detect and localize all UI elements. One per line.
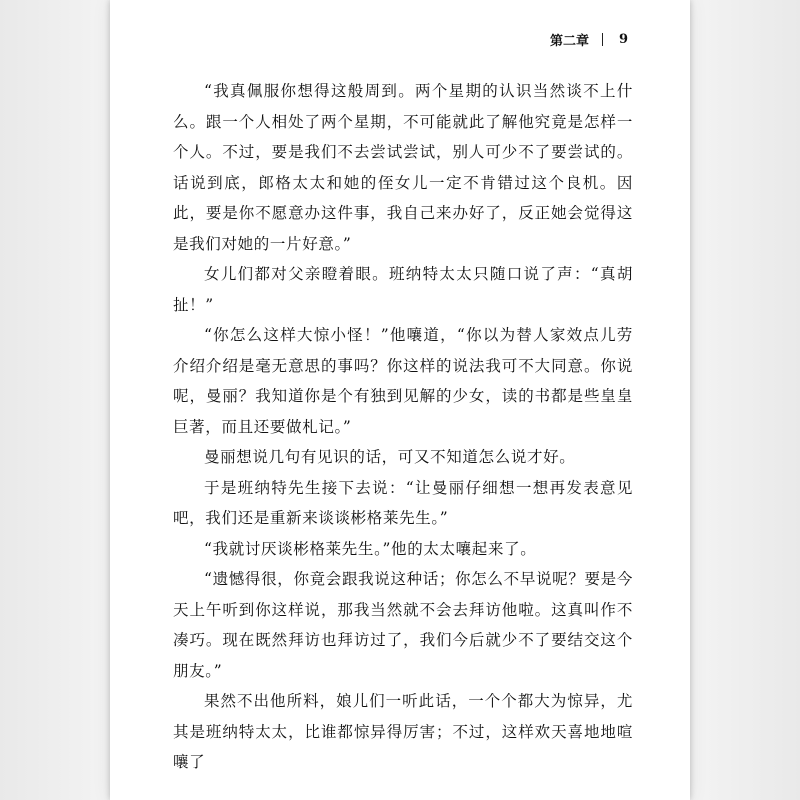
book-page bbox=[110, 0, 690, 800]
paragraph: 果然不出他所料，娘儿们一听此话，一个个都大为惊异，尤其是班纳特太太，比谁都惊异得厉害；不过，这样欢天喜地地喧嚷了 bbox=[173, 692, 633, 771]
paragraph: 女儿们都对父亲瞪着眼。班纳特太太只随口说了声：“真胡扯！” bbox=[173, 265, 633, 314]
paragraph: 于是班纳特先生接下去说：“让曼丽仔细想一想再发表意见吧，我们还是重新来谈谈彬格莱先生。” bbox=[173, 478, 633, 527]
paragraph: “我就讨厌谈彬格莱先生。”他的太太嚷起来了。 bbox=[204, 539, 537, 558]
paragraph: “我真佩服你想得这般周到。两个星期的认识当然谈不上什么。跟一个人相处了两个星期，不可能就此了解他究竟是怎样一个人。不过，要是我们不去尝试尝试，别人可少不了要尝试的。话说到底，郎格太太和她的侄女儿一定不肯错过这个良机。因此，要是你不愿意办这件事，我自己来办好了，反正她会觉得这是我们对她的一片好意。” bbox=[173, 82, 633, 253]
paragraph: 曼丽想说几句有见识的话，可又不知道怎么说才好。 bbox=[204, 448, 576, 466]
running-head bbox=[550, 29, 628, 49]
paragraph: “遗憾得很，你竟会跟我说这种话；你怎么不早说呢？要是今天上午听到你这样说，那我当然就不会去拜访他啦。这真叫作不凑巧。现在既然拜访也拜访过了，我们今后就少不了要结交这个朋友。” bbox=[173, 570, 633, 680]
page-number: 9 bbox=[618, 31, 628, 47]
paragraph: “你怎么这样大惊小怪！”他嚷道，“你以为替人家效点儿劳介绍介绍是毫无意思的事吗？你这样的说法我可不大同意。你说呢，曼丽？我知道你是个有独到见解的少女，读的书都是些皇皇巨著，而且还要做札记。” bbox=[173, 326, 633, 436]
chapter-title: 第二章 bbox=[549, 33, 589, 49]
body-text bbox=[173, 76, 633, 778]
header-divider bbox=[602, 33, 603, 46]
